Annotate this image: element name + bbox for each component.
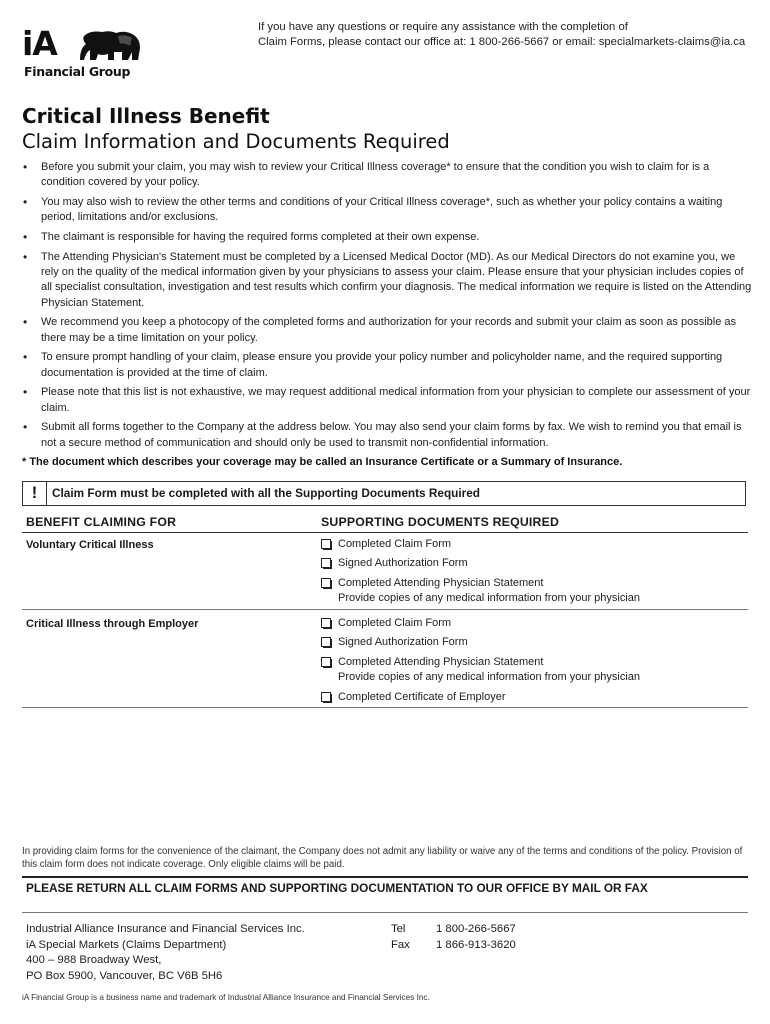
phone-labels [391,922,410,953]
document-note: Provide copies of any medical information from your physician [338,671,641,684]
row-label-employer: Critical Illness through Employer [26,618,199,630]
document-label: Completed Attending Physician Statement [338,576,544,589]
document-label: Signed Authorization Form [338,557,468,570]
list-item: • The Attending Physician's Statement must be completed by a Licensed Medical Doctor (MD). As our Medical Directors do not examine you, we rely on the quality of the medical information given by your physicians to assess your claim. Please ensure that your physician includes copies of all specialist consultation, investigation and test results which confirm your diagnosis. The medical information we require is listed on the Attending Physician Statement. [22,250,752,312]
tel-label: Tel [391,923,406,935]
logo-name: Financial Group [24,64,131,79]
exclamation-icon: ! [23,482,47,505]
column-header-benefit: BENEFIT CLAIMING FOR [26,515,177,529]
list-item: • Please note that this list is not exhaustive, we may request additional medical information from your physician to complete our assessment of your claim. [22,385,752,416]
table-header-divider [22,532,748,533]
checkbox-icon [321,637,331,647]
address-line: 400 – 988 Broadway West, [26,954,162,967]
document-label: Completed Certificate of Employer [338,690,506,703]
warning-box [22,481,746,506]
address-line: iA Special Markets (Claims Department) [26,938,227,951]
warning-text: Claim Form must be completed with all the Supporting Documents Required [52,486,481,500]
return-notice: PLEASE RETURN ALL CLAIM FORMS AND SUPPORTING DOCUMENTATION TO OUR OFFICE BY MAIL OR FAX [26,881,648,895]
instructions-list [22,160,752,455]
document-label: Completed Claim Form [338,538,452,550]
list-item: • Submit all forms together to the Company at the address below. You may also send your claim forms by fax. We wish to remind you that email is not a secure method of communication and should only be used to transmit non-confidential information. [22,420,752,451]
document-note: Provide copies of any medical information from your physician [338,592,641,605]
list-item: • The claimant is responsible for having the required forms completed at their own expense. [22,230,752,245]
page-subtitle: Claim Information and Documents Required [22,130,450,153]
coverage-footnote: * The document which describes your coverage may be called an Insurance Certificate or a Summary of Insurance. [22,456,623,468]
contact-line: If you have any questions or require any assistance with the completion of [258,21,628,33]
document-item [321,655,741,686]
elephant-logo-icon [80,30,142,64]
checkbox-icon [321,578,331,588]
company-logo [22,26,132,86]
document-label: Completed Claim Form [338,617,452,629]
document-item [321,616,741,632]
disclaimer-text: In providing claim forms for the convenience of the claimant, the Company does not admit any liability or waive any of the terms and conditions of the policy. Provision of this claim form does not indicate coverage. Only eligible claims will be paid. [22,846,743,870]
return-notice-box [22,876,748,913]
list-item: • Before you submit your claim, you may wish to review your Critical Illness coverage* to ensure that the condition you wish to claim for is a condition covered by your policy. [22,160,752,191]
document-item [321,556,741,572]
row-divider [22,609,748,610]
checkbox-icon [321,558,331,568]
trademark-notice: iA Financial Group is a business name and trademark of Industrial Alliance Insurance and Financial Services Inc. [22,993,430,1002]
column-header-documents: SUPPORTING DOCUMENTS REQUIRED [321,515,560,529]
documents-list-voluntary [321,537,741,611]
list-item: • You may also wish to review the other terms and conditions of your Critical Illness coverage*, such as whether your policy contains a waiting period, limitations and/or exclusions. [22,195,752,226]
document-item [321,537,741,553]
document-item [321,635,741,651]
contact-line: Claim Forms, please contact our office at: 1 800-266-5667 or email: specialmarkets-claims@ia.ca [258,36,746,48]
logo-mark: iA [22,24,57,63]
row-label-voluntary: Voluntary Critical Illness [26,539,154,551]
tel-number: 1 800-266-5667 [436,923,516,935]
address-line: Industrial Alliance Insurance and Financial Services Inc. [26,923,305,935]
contact-info [258,20,758,50]
document-item [321,576,741,607]
document-item [321,690,741,706]
list-item: • We recommend you keep a photocopy of the completed forms and authorization for your records and submit your claim as soon as possible as there may be a time limitation on your policy. [22,315,752,346]
row-divider [22,707,748,708]
documents-list-employer [321,616,741,709]
mailing-address [26,922,305,984]
fax-label: Fax [391,938,410,951]
checkbox-icon [321,618,331,628]
checkbox-icon [321,692,331,702]
list-item: • To ensure prompt handling of your claim, please ensure you provide your policy number and policyholder name, and the required supporting documentation is provided at the time of claim. [22,350,752,381]
address-line: PO Box 5900, Vancouver, BC V6B 5H6 [26,969,223,982]
page-title: Critical Illness Benefit [22,104,270,128]
fax-number: 1 866-913-3620 [436,938,516,951]
checkbox-icon [321,657,331,667]
checkbox-icon [321,539,331,549]
document-label: Completed Attending Physician Statement [338,655,544,668]
document-label: Signed Authorization Form [338,636,468,649]
phone-numbers [436,922,516,953]
